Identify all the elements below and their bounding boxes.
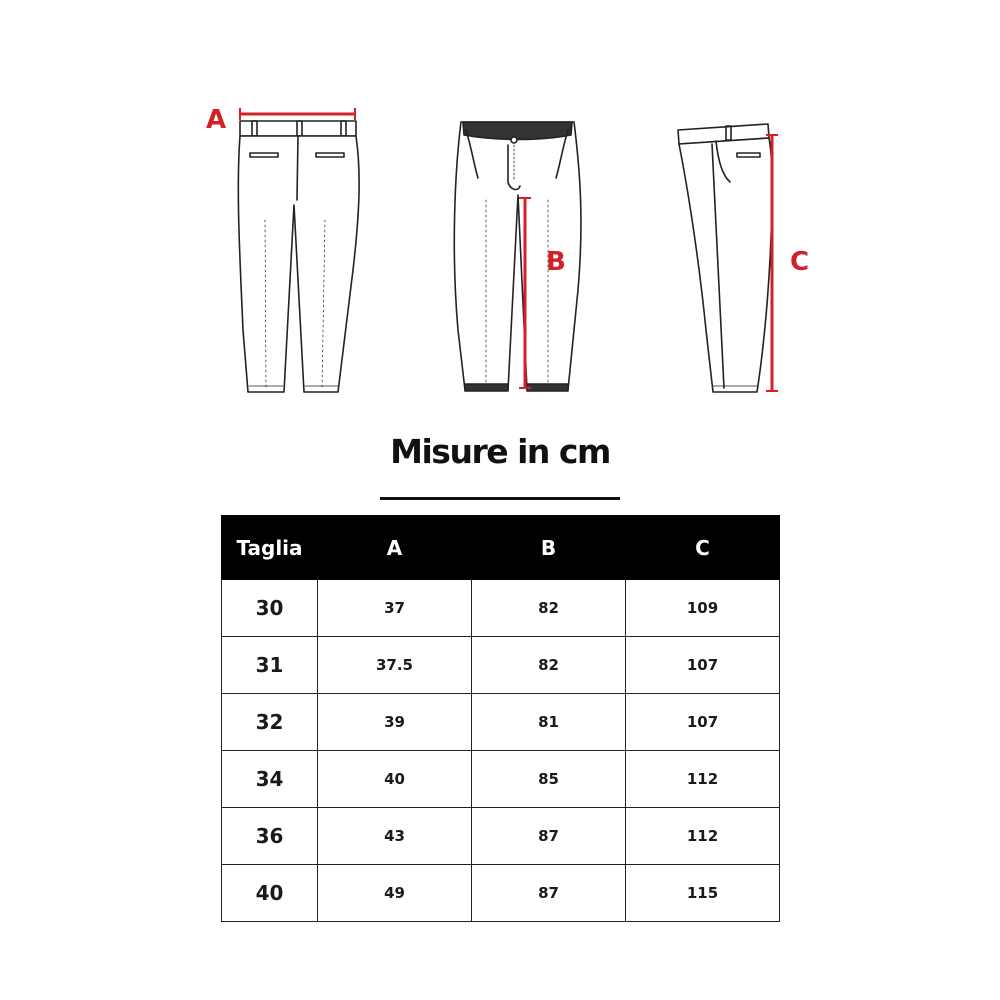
dimension-a-label: A [206, 105, 227, 135]
size-cell: 34 [222, 751, 318, 808]
dimension-c [766, 135, 809, 391]
value-a: 49 [318, 865, 472, 922]
header-a: A [318, 516, 472, 580]
table-row [222, 637, 780, 694]
value-c: 109 [626, 580, 780, 637]
value-b: 82 [472, 637, 626, 694]
value-b: 85 [472, 751, 626, 808]
table-row [222, 751, 780, 808]
table-row [222, 580, 780, 637]
table-header-row [222, 516, 780, 580]
value-c: 112 [626, 808, 780, 865]
trousers-back-view [238, 121, 359, 392]
size-cell: 32 [222, 694, 318, 751]
value-b: 87 [472, 865, 626, 922]
trousers-illustrations [0, 0, 1000, 420]
title-divider [380, 497, 620, 500]
table-row [222, 808, 780, 865]
value-b: 87 [472, 808, 626, 865]
value-b: 81 [472, 694, 626, 751]
value-a: 37.5 [318, 637, 472, 694]
header-c: C [626, 516, 780, 580]
table-row [222, 694, 780, 751]
size-chart-table [221, 515, 780, 922]
size-cell: 40 [222, 865, 318, 922]
value-b: 82 [472, 580, 626, 637]
value-c: 112 [626, 751, 780, 808]
header-b: B [472, 516, 626, 580]
size-cell: 30 [222, 580, 318, 637]
value-a: 37 [318, 580, 472, 637]
value-c: 107 [626, 694, 780, 751]
value-a: 39 [318, 694, 472, 751]
value-c: 115 [626, 865, 780, 922]
size-cell: 36 [222, 808, 318, 865]
dimension-c-label: C [790, 247, 810, 277]
value-a: 40 [318, 751, 472, 808]
dimension-b-label: B [546, 247, 566, 277]
value-a: 43 [318, 808, 472, 865]
value-c: 107 [626, 637, 780, 694]
table-row [222, 865, 780, 922]
size-cell: 31 [222, 637, 318, 694]
header-size: Taglia [222, 516, 318, 580]
trousers-side-view [678, 124, 772, 392]
page-title: Misure in cm [390, 432, 610, 471]
